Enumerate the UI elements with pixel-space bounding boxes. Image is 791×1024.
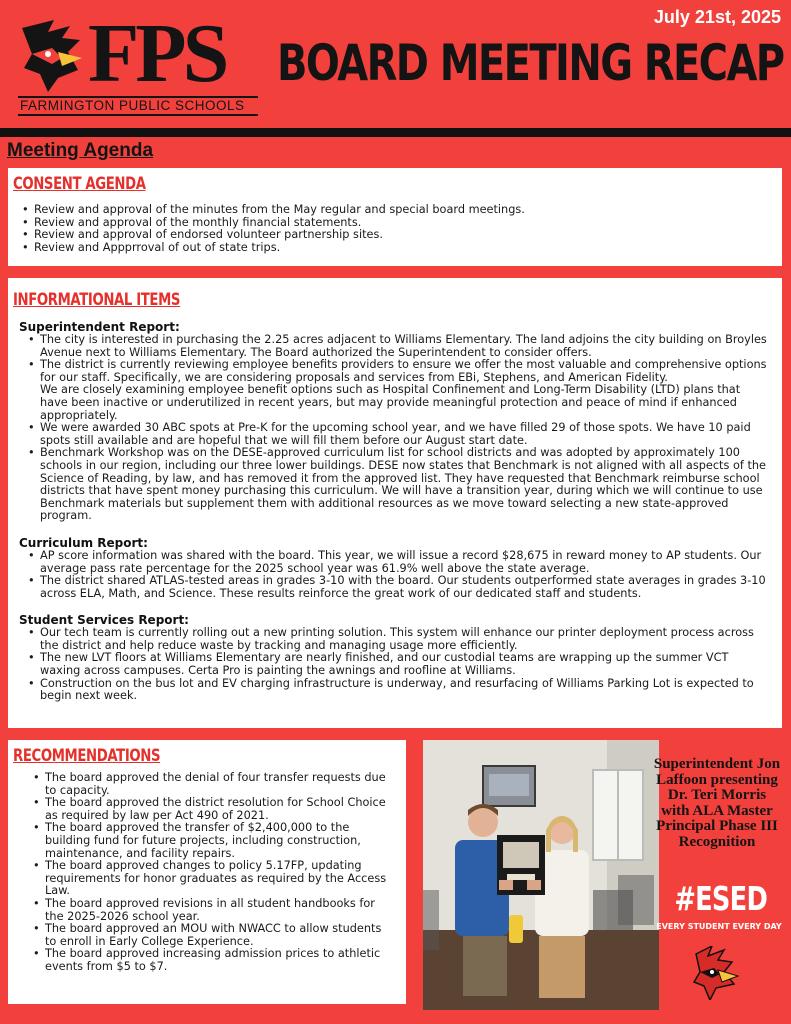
list-item: • Our tech team is currently rolling out a new printing solution. This system will enhance our printer deployment process across the district and help reduce waste by tracking and managing usage more efficiently. (40, 627, 771, 652)
header (0, 0, 791, 128)
list-item: • Review and approval of the minutes from the May regular and special board meetings. (34, 204, 774, 217)
photo-caption: Superintendent Jon Laffoon presenting Dr. Teri Morris with ALA Master Principal Phase III Recognition (653, 756, 781, 850)
superintendent-list-2 (19, 422, 771, 523)
agenda-heading: Meeting Agenda (7, 140, 154, 161)
superintendent-list (19, 334, 771, 384)
page-title: BOARD MEETING RECAP (277, 34, 784, 92)
list-item: • We were awarded 30 ABC spots at Pre-K for the upcoming school year, and we have filled 29 of those spots. We have 10 paid spots still available and are hopeful that we will fill them before our August start date. (40, 422, 771, 447)
hashtag: #ESED (674, 879, 768, 918)
list-item: • Review and approval of endorsed volunteer partnership sites. (34, 229, 774, 242)
recommendations-panel (8, 740, 406, 1004)
list-item: • The city is interested in purchasing the 2.25 acres adjacent to Williams Elementary. The land adjoins the city building on Broyles Avenue next to Williams Elementary. The Board authorized the Superintendent to consider offers. (40, 334, 771, 359)
fps-logo (18, 7, 258, 118)
cardinal-mascot-icon (690, 946, 750, 1000)
list-item: • The new LVT floors at Williams Elementary are nearly finished, and our custodial teams are wrapping up the summer VCT waxing across campuses. Certa Pro is painting the awnings and roofline at Williams. (40, 652, 771, 677)
list-item: • The board approved the denial of four transfer requests due to capacity. (45, 772, 391, 797)
consent-list (34, 204, 774, 254)
superintendent-report-heading: Superintendent Report: (19, 320, 180, 334)
cardinal-logo-icon (18, 18, 86, 92)
recommendations-list (45, 772, 391, 974)
list-item: • Construction on the bus lot and EV charging infrastructure is underway, and resurfacing of Williams Parking Lot is expected to begin next week. (40, 678, 771, 703)
informational-items-panel (8, 278, 782, 728)
list-item: • The board approved changes to policy 5.17FP, updating requirements for honor graduates as required by the Access Law. (45, 860, 391, 898)
consent-agenda-title: CONSENT AGENDA (13, 174, 146, 194)
list-item: • The district shared ATLAS-tested areas in grades 3-10 with the board. Our students outperformed state averages in grades 3-10 across ELA, Math, and Science. These results reinforce the great work of our dedicated staff and students. (40, 575, 771, 600)
list-item: • The board approved increasing admission prices to athletic events from $5 to $7. (45, 948, 391, 973)
logo-letters: FPS (88, 7, 226, 100)
list-item: • Review and Appprroval of out of state trips. (34, 242, 774, 255)
hashtag-tagline: EVERY STUDENT EVERY DAY (656, 922, 782, 931)
logo-subtitle: FARMINGTON PUBLIC SCHOOLS (18, 96, 258, 116)
meeting-date: July 21st, 2025 (653, 7, 781, 27)
header-divider (0, 128, 791, 137)
recognition-photo (423, 740, 659, 1010)
photo-illustration (423, 740, 659, 1010)
list-item: • The board approved the district resolution for School Choice as required by law per Act 490 of 2021. (45, 797, 391, 822)
student-services-heading: Student Services Report: (19, 613, 189, 628)
student-services-list (19, 627, 771, 703)
list-item: • AP score information was shared with the board. This year, we will issue a record $28,675 in reward money to AP students. Our average pass rate percentage for the 2025 school year was 61.9% well above the state average. (40, 550, 771, 575)
list-item: • Benchmark Workshop was on the DESE-approved curriculum list for school districts and was adopted by approximately 100 schools in our region, including our three lower buildings. DESE now states that Benchmark is not aligned with all aspects of the Science of Reading, by law, and has removed it from the approved list. They have requested that Benchmark reimburse school districts that have spent money purchasing this curriculum. We will have a transition year, during which we will continue to use Benchmark materials but supplement them with additional resources as we move toward selecting a new state-approved program. (40, 447, 771, 523)
informational-items-title: INFORMATIONAL ITEMS (13, 290, 181, 310)
benefits-continuation: We are closely examining employee benefit options such as Hospital Confinement and Long-Term Disability (LTD) plans that have been inactive or underutilized in recent years, but may provide meaningful protection and peace of mind if enhanced appropriately. (40, 383, 741, 422)
list-item: • Review and approval of the monthly financial statements. (34, 217, 774, 230)
list-item: • The board approved an MOU with NWACC to allow students to enroll in Early College Experience. (45, 923, 391, 948)
curriculum-report-heading: Curriculum Report: (19, 535, 148, 550)
list-item: • The district is currently reviewing employee benefits providers to ensure we offer the most valuable and comprehensive options for our staff. Specifically, we are considering proposals and services from EBi, Stephens, and American Fidelity. (40, 359, 771, 384)
consent-agenda-panel (8, 168, 782, 266)
list-item: • The board approved revisions in all student handbooks for the 2025-2026 school year. (45, 898, 391, 923)
list-item: • The board approved the transfer of $2,400,000 to the building fund for future projects, including construction, maintenance, and facility repairs. (45, 822, 391, 860)
curriculum-list (19, 550, 771, 600)
recommendations-title: RECOMMENDATIONS (13, 746, 161, 766)
